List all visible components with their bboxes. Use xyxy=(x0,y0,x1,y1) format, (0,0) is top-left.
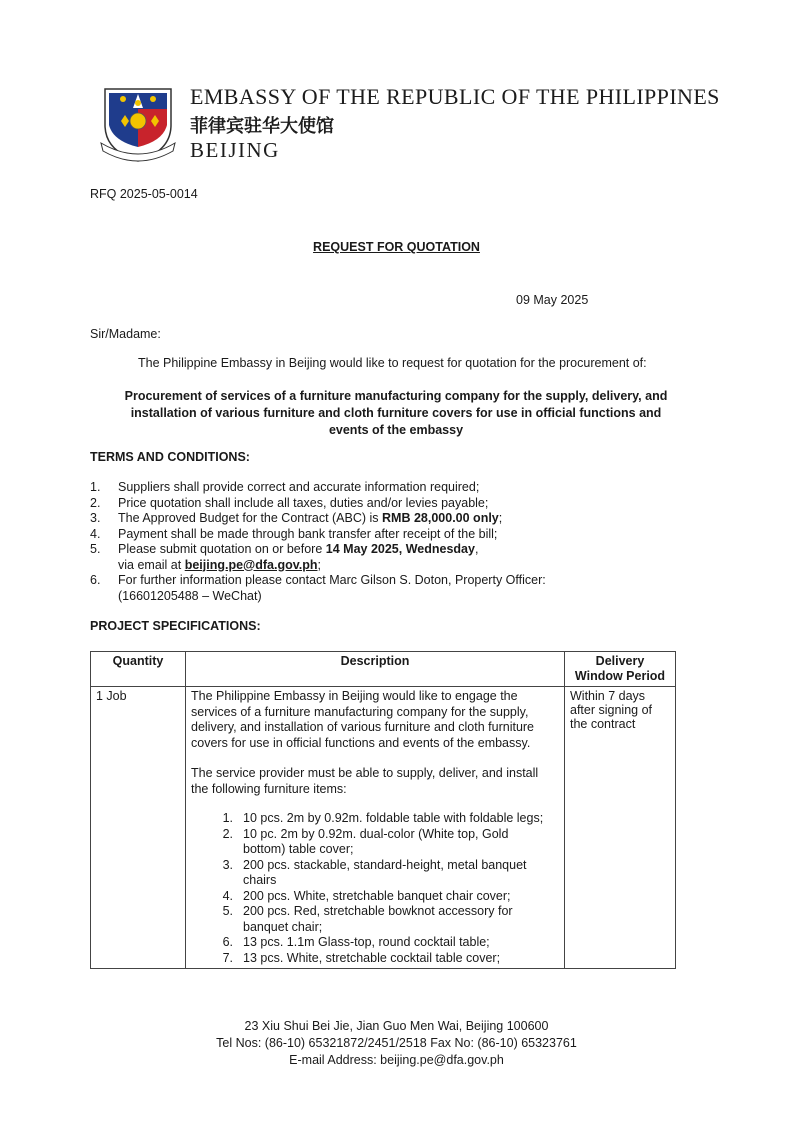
salutation: Sir/Madame: xyxy=(90,327,161,341)
desc-paragraph xyxy=(191,766,559,797)
desc-line: delivery, and installation of various furniture and cloth furniture xyxy=(191,720,535,734)
list-item xyxy=(191,858,559,889)
contact-wechat: (16601205488 – WeChat) xyxy=(118,588,262,603)
header-delivery-line: Delivery xyxy=(595,654,645,668)
term-text xyxy=(118,542,478,573)
delivery-line: Within 7 days xyxy=(570,689,646,703)
list-item xyxy=(191,827,559,858)
desc-line: The service provider must be able to supply, deliver, and install xyxy=(191,766,539,780)
rfq-reference: RFQ 2025-05-0014 xyxy=(90,187,198,201)
list-item xyxy=(191,951,559,967)
item-text xyxy=(243,811,543,827)
footer-phones: Tel Nos: (86-10) 65321872/2451/2518 Fax No: (86-10) 65323761 xyxy=(216,1036,577,1050)
procurement-subject xyxy=(90,388,702,439)
item-number: 1. xyxy=(222,811,233,825)
term-item xyxy=(90,480,690,496)
item-line: 10 pc. 2m by 0.92m. dual-color (White top, Gold xyxy=(243,826,509,841)
footer-address: 23 Xiu Shui Bei Jie, Jian Guo Men Wai, Beijing 100600 xyxy=(244,1019,549,1033)
item-number: 7. xyxy=(222,950,233,965)
item-number: 5. xyxy=(222,904,233,918)
item-number: 3. xyxy=(222,857,233,872)
term-item xyxy=(90,542,690,573)
terms-list xyxy=(90,480,690,604)
embassy-seal xyxy=(99,81,177,163)
embassy-city: BEIJING xyxy=(190,138,280,162)
header-delivery xyxy=(565,652,676,687)
desc-line: services of a furniture manufacturing company for the supply, xyxy=(191,704,529,719)
abc-amount: RMB 28,000.00 only xyxy=(382,511,499,525)
spec-heading: PROJECT SPECIFICATIONS: xyxy=(90,619,261,633)
cell-delivery xyxy=(565,687,676,969)
term-text-part: via email at xyxy=(118,557,185,572)
item-number: 4. xyxy=(222,888,233,903)
term-text xyxy=(118,573,546,604)
item-line: 200 pcs. Red, stretchable bowknot accessory for xyxy=(243,904,513,918)
desc-line: covers for use in official functions and events of the embassy. xyxy=(191,735,531,750)
subject-line: events of the embassy xyxy=(328,423,464,437)
item-text xyxy=(243,827,508,858)
item-line: banquet chair; xyxy=(243,919,323,934)
term-text-part: ; xyxy=(317,557,321,572)
email-link[interactable]: beijing.pe@dfa.gov.ph xyxy=(184,557,318,572)
subject-line: Procurement of services of a furniture manufacturing company for the supply, delivery, and xyxy=(124,389,668,403)
term-text: Suppliers shall provide correct and accurate information required; xyxy=(118,480,480,494)
table-row xyxy=(91,687,676,969)
term-text xyxy=(118,511,502,527)
list-item xyxy=(191,889,559,905)
list-item xyxy=(191,935,559,951)
desc-paragraph xyxy=(191,689,559,751)
list-item xyxy=(191,904,559,935)
embassy-name-chinese: 菲律宾驻华大使馆 xyxy=(190,116,334,137)
item-text xyxy=(243,904,513,935)
list-item xyxy=(191,811,559,827)
document-date: 09 May 2025 xyxy=(516,293,589,307)
term-number: 2. xyxy=(90,495,101,510)
term-text-part: , xyxy=(474,542,479,556)
item-number: 2. xyxy=(222,826,233,841)
item-line: 200 pcs. White, stretchable banquet chair cover; xyxy=(243,888,511,903)
cell-description xyxy=(186,687,565,969)
item-line: 200 pcs. stackable, standard-height, metal banquet xyxy=(243,857,527,872)
item-line: chairs xyxy=(243,873,277,887)
delivery-line: after signing of xyxy=(570,703,652,717)
term-number: 1. xyxy=(90,480,101,494)
term-text: Payment shall be made through bank transfer after receipt of the bill; xyxy=(118,526,498,541)
item-number: 6. xyxy=(222,935,233,949)
intro-paragraph: The Philippine Embassy in Beijing would like to request for quotation for the procurement of: xyxy=(138,356,647,370)
item-text xyxy=(243,951,500,967)
furniture-items-list xyxy=(191,811,559,966)
document-title: REQUEST FOR QUOTATION xyxy=(313,240,480,254)
term-item xyxy=(90,527,690,543)
specifications-table xyxy=(90,651,676,969)
term-item xyxy=(90,573,690,604)
terms-heading: TERMS AND CONDITIONS: xyxy=(90,450,250,464)
footer-email: E-mail Address: beijing.pe@dfa.gov.ph xyxy=(289,1053,504,1067)
term-number: 6. xyxy=(90,573,101,587)
term-item xyxy=(90,511,690,527)
item-line: 13 pcs. White, stretchable cocktail table cover; xyxy=(243,950,501,965)
item-text xyxy=(243,889,511,905)
term-number: 3. xyxy=(90,511,101,525)
term-text-part: The Approved Budget for the Contract (ABC) is xyxy=(118,511,383,525)
header-delivery-line: Window Period xyxy=(574,669,666,683)
term-text: Price quotation shall include all taxes, duties and/or levies payable; xyxy=(118,495,489,510)
subject-line: installation of various furniture and cloth furniture covers for use in official functions and xyxy=(130,406,662,420)
item-line: bottom) table cover; xyxy=(243,842,354,856)
term-text-part: Please submit quotation on or before xyxy=(118,542,326,556)
item-line: 10 pcs. 2m by 0.92m. foldable table with foldable legs; xyxy=(243,811,544,825)
desc-line: the following furniture items: xyxy=(191,781,347,796)
item-text xyxy=(243,935,490,951)
item-text xyxy=(243,858,527,889)
cell-quantity: 1 Job xyxy=(91,687,186,969)
term-text-part: ; xyxy=(498,511,503,525)
deadline-date: 14 May 2025, Wednesday xyxy=(325,542,475,556)
term-number: 4. xyxy=(90,526,101,541)
item-line: 13 pcs. 1.1m Glass-top, round cocktail table; xyxy=(243,935,490,949)
table-header-row xyxy=(91,652,676,687)
term-number: 5. xyxy=(90,542,101,556)
desc-line: The Philippine Embassy in Beijing would like to engage the xyxy=(191,689,518,703)
term-text-part: For further information please contact Marc Gilson S. Doton, Property Officer: xyxy=(118,573,546,587)
page-footer xyxy=(0,1018,793,1069)
term-item xyxy=(90,496,690,512)
delivery-line: the contract xyxy=(570,717,636,731)
header-description: Description xyxy=(186,652,565,687)
header-quantity: Quantity xyxy=(91,652,186,687)
embassy-name: EMBASSY OF THE REPUBLIC OF THE PHILIPPINES xyxy=(190,84,720,109)
